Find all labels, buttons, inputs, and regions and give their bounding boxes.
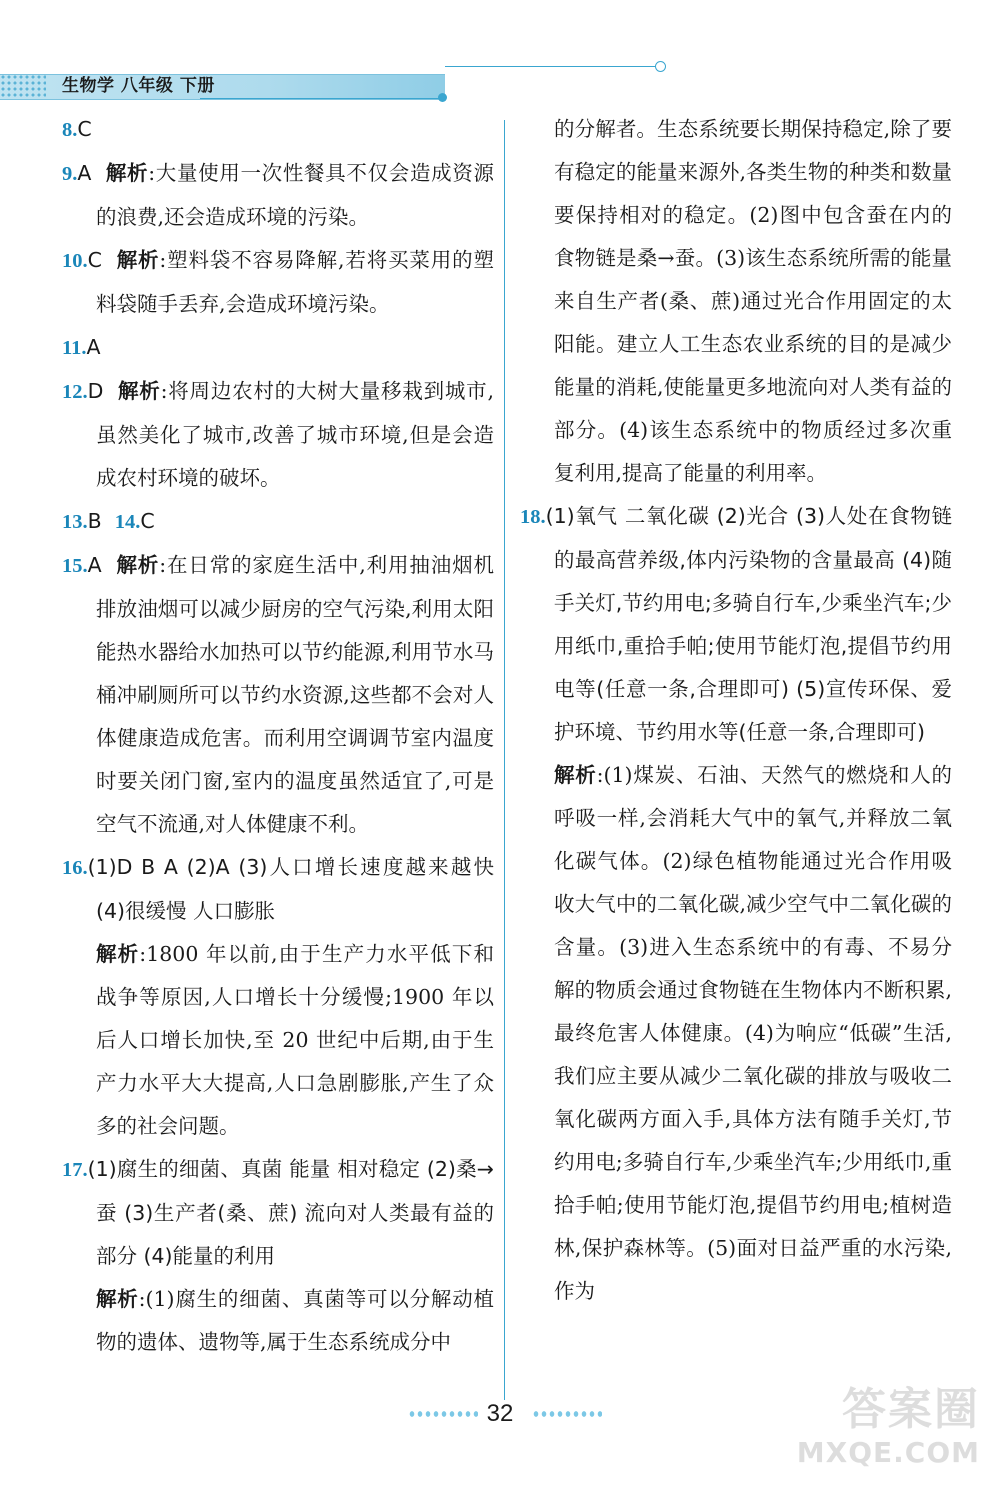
header-dot-pattern — [0, 74, 46, 98]
answer-item-11: 11.A — [62, 335, 101, 359]
book-title: 生物学 八年级 下册 — [62, 76, 215, 96]
answer-item-17: 17.(1)腐生的细菌、真菌 能量 相对稳定 (2)桑→蚕 (3)生产者(桑、蔗) 流向对人类最有益的部分 (4)能量的利用 — [62, 1157, 494, 1268]
page-number: 32 — [486, 1400, 514, 1427]
column-divider — [504, 120, 505, 1400]
explanation-16: 解析:1800 年以前,由于生产力水平低下和战争等原因,人口增长十分缓慢;1900 年以后人口增长加快,至 20 世纪中后期,由于生产力水平大大提高,人口急剧膨胀,产生了众多的社会问题。 — [96, 942, 494, 1138]
footer-dots-right — [532, 1409, 602, 1419]
watermark-logo — [790, 1385, 980, 1475]
watermark-bottom-text: MXQE.COM — [796, 1436, 980, 1469]
footer-dots-left — [408, 1409, 478, 1419]
left-column — [62, 108, 494, 1364]
explanation-17: 解析:(1)腐生的细菌、真菌等可以分解动植物的遗体、遗物等,属于生态系统成分中 — [96, 1287, 494, 1354]
header-rule-top — [445, 66, 660, 67]
page-header — [0, 60, 680, 110]
right-column — [520, 108, 952, 1313]
answer-item-18: 18.(1)氧气 二氧化碳 (2)光合 (3)人处在食物链的最高营养级,体内污染物的含量最高 (4)随手关灯,节约用电;多骑自行车,少乘坐汽车;少用纸巾,重拾手帕;使用节能灯泡,提倡节约用电等(任意一条,合理即可) (5)宣传环保、爱护环境、节约用水等(任意一条,合理即可) — [520, 504, 952, 744]
watermark-top-text: 答案圈 — [842, 1384, 980, 1435]
answer-item-10: 10.C 解析:塑料袋不容易降解,若将买菜用的塑料袋随手丢弃,会造成环境污染。 — [62, 248, 494, 316]
header-circle-icon — [655, 61, 666, 72]
answer-item-8: 8.C — [62, 117, 92, 141]
header-dot-icon — [438, 93, 447, 102]
answer-item-9: 9.A 解析:大量使用一次性餐具不仅会造成资源的浪费,还会造成环境的污染。 — [62, 161, 495, 229]
explanation-17-continued: 的分解者。生态系统要长期保持稳定,除了要有稳定的能量来源外,各类生物的种类和数量要保持相对的稳定。(2)图中包含蚕在内的食物链是桑→蚕。(3)该生态系统所需的能量来自生产者(桑、蔗)通过光合作用固定的太阳能。建立人工生态农业系统的目的是减少能量的消耗,使能量更多地流向对人类有益的部分。(4)该生态系统中的物质经过多次重复利用,提高了能量的利用率。 — [554, 117, 952, 485]
answer-item-15: 15.A 解析:在日常的家庭生活中,利用抽油烟机排放油烟可以减少厨房的空气污染,利用太阳能热水器给水加热可以节约能源,利用节水马桶冲刷厕所可以节约水资源,这些都不会对人体健康造成危害。而利用空调调节室内温度时要关闭门窗,室内的温度虽然适宜了,可是空气不流通,对人体健康不利。 — [62, 553, 494, 836]
header-rule-bottom — [200, 98, 440, 99]
answer-item-12: 12.D 解析:将周边农村的大树大量移栽到城市,虽然美化了城市,改善了城市环境,但是会造成农村环境的破坏。 — [62, 379, 494, 490]
answer-item-16: 16.(1)D B A (2)A (3)人口增长速度越来越快 (4)很缓慢 人口膨胀 — [62, 855, 494, 923]
answer-item-13-14: 13.B 14.C — [62, 509, 155, 533]
explanation-18: 解析:(1)煤炭、石油、天然气的燃烧和人的呼吸一样,会消耗大气中的氧气,并释放二氧化碳气体。(2)绿色植物能通过光合作用吸收大气中的二氧化碳,减少空气中二氧化碳的含量。(3)进入生态系统中的有毒、不易分解的物质会通过食物链在生物体内不断积累,最终危害人体健康。(4)为响应“低碳”生活,我们应主要从减少二氧化碳的排放与吸收二氧化碳两方面入手,具体方法有随手关灯,节约用电;多骑自行车,少乘坐汽车;少用纸巾,重拾手帕;使用节能灯泡,提倡节约用电;植树造林,保护森林等。(5)面对日益严重的水污染,作为 — [554, 763, 952, 1303]
